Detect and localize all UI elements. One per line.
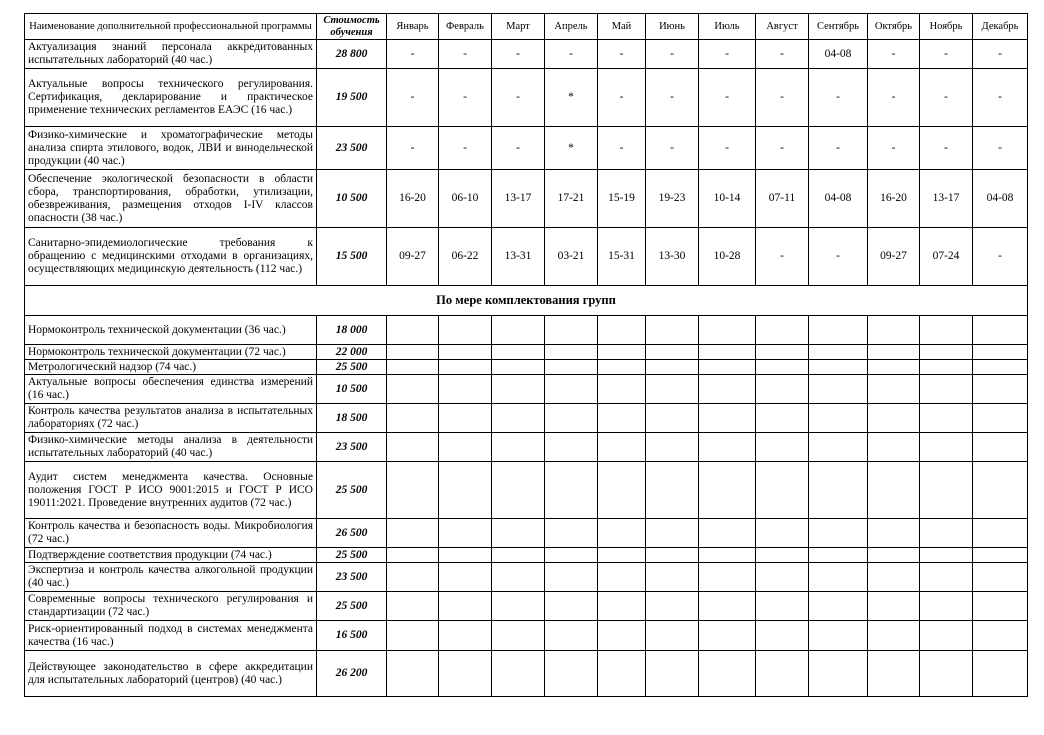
empty-month-cell bbox=[973, 563, 1028, 592]
empty-month-cell bbox=[756, 316, 809, 345]
empty-month-cell bbox=[439, 360, 492, 375]
empty-month-cell bbox=[920, 316, 973, 345]
empty-month-cell bbox=[756, 345, 809, 360]
month-dates-cell: - bbox=[809, 127, 868, 170]
empty-month-cell bbox=[439, 462, 492, 519]
empty-month-cell bbox=[545, 548, 598, 563]
month-dates-cell: 06-10 bbox=[439, 170, 492, 228]
empty-month-cell bbox=[492, 462, 545, 519]
month-dates-cell: - bbox=[545, 40, 598, 69]
table-row bbox=[25, 228, 1028, 286]
empty-month-cell bbox=[973, 462, 1028, 519]
empty-month-cell bbox=[699, 345, 756, 360]
empty-month-cell bbox=[920, 548, 973, 563]
empty-month-cell bbox=[868, 404, 920, 433]
month-dates-cell: - bbox=[868, 127, 920, 170]
empty-month-cell bbox=[868, 519, 920, 548]
month-dates-cell: 04-08 bbox=[809, 40, 868, 69]
empty-month-cell bbox=[809, 433, 868, 462]
empty-month-cell bbox=[868, 462, 920, 519]
empty-month-cell bbox=[492, 563, 545, 592]
month-dates-cell: - bbox=[598, 40, 646, 69]
empty-month-cell bbox=[868, 375, 920, 404]
table-row bbox=[25, 592, 1028, 621]
training-schedule-table bbox=[24, 13, 1028, 697]
month-dates-cell: - bbox=[598, 127, 646, 170]
table-header-row bbox=[25, 14, 1028, 40]
empty-month-cell bbox=[756, 433, 809, 462]
program-price: 23 500 bbox=[317, 433, 387, 462]
empty-month-cell bbox=[756, 404, 809, 433]
empty-month-cell bbox=[756, 375, 809, 404]
empty-month-cell bbox=[868, 316, 920, 345]
month-dates-cell: - bbox=[646, 69, 699, 127]
month-dates-cell: - bbox=[492, 127, 545, 170]
month-dates-cell: - bbox=[387, 69, 439, 127]
month-dates-cell: 09-27 bbox=[387, 228, 439, 286]
empty-month-cell bbox=[439, 433, 492, 462]
empty-month-cell bbox=[809, 404, 868, 433]
empty-month-cell bbox=[439, 592, 492, 621]
empty-month-cell bbox=[598, 563, 646, 592]
empty-month-cell bbox=[920, 519, 973, 548]
empty-month-cell bbox=[868, 651, 920, 697]
empty-month-cell bbox=[809, 592, 868, 621]
program-price: 10 500 bbox=[317, 170, 387, 228]
empty-month-cell bbox=[598, 548, 646, 563]
empty-month-cell bbox=[920, 621, 973, 651]
empty-month-cell bbox=[387, 360, 439, 375]
empty-month-cell bbox=[920, 651, 973, 697]
empty-month-cell bbox=[973, 404, 1028, 433]
month-dates-cell: - bbox=[646, 127, 699, 170]
empty-month-cell bbox=[699, 316, 756, 345]
table-row bbox=[25, 345, 1028, 360]
empty-month-cell bbox=[598, 592, 646, 621]
empty-month-cell bbox=[387, 651, 439, 697]
empty-month-cell bbox=[809, 462, 868, 519]
month-dates-cell: 10-28 bbox=[699, 228, 756, 286]
empty-month-cell bbox=[973, 592, 1028, 621]
month-dates-cell: - bbox=[868, 69, 920, 127]
table-row bbox=[25, 433, 1028, 462]
empty-month-cell bbox=[646, 651, 699, 697]
program-name: Метрологический надзор (74 час.) bbox=[25, 360, 317, 375]
table-row bbox=[25, 316, 1028, 345]
empty-month-cell bbox=[492, 592, 545, 621]
month-dates-cell: - bbox=[756, 40, 809, 69]
month-dates-cell: 04-08 bbox=[973, 170, 1028, 228]
empty-month-cell bbox=[545, 621, 598, 651]
program-price: 23 500 bbox=[317, 563, 387, 592]
empty-month-cell bbox=[756, 519, 809, 548]
empty-month-cell bbox=[598, 404, 646, 433]
month-dates-cell: - bbox=[756, 127, 809, 170]
month-dates-cell: 19-23 bbox=[646, 170, 699, 228]
empty-month-cell bbox=[646, 621, 699, 651]
empty-month-cell bbox=[868, 433, 920, 462]
empty-month-cell bbox=[809, 548, 868, 563]
empty-month-cell bbox=[598, 345, 646, 360]
month-dates-cell: 13-31 bbox=[492, 228, 545, 286]
header-month: Сентябрь bbox=[809, 14, 868, 40]
empty-month-cell bbox=[545, 592, 598, 621]
empty-month-cell bbox=[598, 462, 646, 519]
program-price: 15 500 bbox=[317, 228, 387, 286]
table-body bbox=[25, 40, 1028, 697]
month-dates-cell: - bbox=[756, 228, 809, 286]
program-price: 10 500 bbox=[317, 375, 387, 404]
header-month: Октябрь bbox=[868, 14, 920, 40]
empty-month-cell bbox=[387, 548, 439, 563]
program-price: 22 000 bbox=[317, 345, 387, 360]
empty-month-cell bbox=[492, 433, 545, 462]
empty-month-cell bbox=[920, 462, 973, 519]
header-month: Июнь bbox=[646, 14, 699, 40]
empty-month-cell bbox=[439, 548, 492, 563]
empty-month-cell bbox=[699, 621, 756, 651]
header-program-name: Наименование дополнительной профессиональной программы bbox=[25, 14, 317, 40]
empty-month-cell bbox=[545, 519, 598, 548]
empty-month-cell bbox=[439, 375, 492, 404]
month-dates-cell: 13-17 bbox=[920, 170, 973, 228]
program-name: Актуализация знаний персонала аккредитованных испытательных лабораторий (40 час.) bbox=[25, 40, 317, 69]
empty-month-cell bbox=[646, 404, 699, 433]
table-row bbox=[25, 651, 1028, 697]
table-row bbox=[25, 69, 1028, 127]
empty-month-cell bbox=[809, 519, 868, 548]
table-row bbox=[25, 462, 1028, 519]
table-row bbox=[25, 621, 1028, 651]
program-price: 25 500 bbox=[317, 592, 387, 621]
header-month: Июль bbox=[699, 14, 756, 40]
month-dates-cell: - bbox=[756, 69, 809, 127]
program-name: Современные вопросы технического регулирования и стандартизации (72 час.) bbox=[25, 592, 317, 621]
empty-month-cell bbox=[920, 563, 973, 592]
empty-month-cell bbox=[387, 462, 439, 519]
program-price: 23 500 bbox=[317, 127, 387, 170]
program-price: 18 000 bbox=[317, 316, 387, 345]
program-price: 16 500 bbox=[317, 621, 387, 651]
empty-month-cell bbox=[492, 519, 545, 548]
month-dates-cell: - bbox=[973, 127, 1028, 170]
empty-month-cell bbox=[699, 404, 756, 433]
program-name: Риск-ориентированный подход в системах менеджмента качества (16 час.) bbox=[25, 621, 317, 651]
month-dates-cell: 09-27 bbox=[868, 228, 920, 286]
empty-month-cell bbox=[545, 375, 598, 404]
empty-month-cell bbox=[809, 345, 868, 360]
month-dates-cell: 17-21 bbox=[545, 170, 598, 228]
empty-month-cell bbox=[756, 563, 809, 592]
program-price: 18 500 bbox=[317, 404, 387, 433]
program-name: Экспертиза и контроль качества алкогольной продукции (40 час.) bbox=[25, 563, 317, 592]
table-row bbox=[25, 548, 1028, 563]
program-price: 25 500 bbox=[317, 548, 387, 563]
empty-month-cell bbox=[545, 462, 598, 519]
empty-month-cell bbox=[387, 592, 439, 621]
empty-month-cell bbox=[699, 563, 756, 592]
header-price: Стоимость обучения bbox=[317, 14, 387, 40]
empty-month-cell bbox=[809, 375, 868, 404]
empty-month-cell bbox=[387, 433, 439, 462]
month-dates-cell: 15-19 bbox=[598, 170, 646, 228]
empty-month-cell bbox=[646, 360, 699, 375]
empty-month-cell bbox=[545, 345, 598, 360]
empty-month-cell bbox=[439, 316, 492, 345]
month-dates-cell: 03-21 bbox=[545, 228, 598, 286]
empty-month-cell bbox=[973, 360, 1028, 375]
month-dates-cell: - bbox=[809, 228, 868, 286]
empty-month-cell bbox=[699, 651, 756, 697]
empty-month-cell bbox=[545, 563, 598, 592]
empty-month-cell bbox=[439, 563, 492, 592]
month-dates-cell: - bbox=[439, 127, 492, 170]
month-dates-cell: - bbox=[439, 69, 492, 127]
program-name: Подтверждение соответствия продукции (74 час.) bbox=[25, 548, 317, 563]
header-month: Декабрь bbox=[973, 14, 1028, 40]
section-title: По мере комплектования групп bbox=[25, 286, 1028, 316]
program-name: Нормоконтроль технической документации (36 час.) bbox=[25, 316, 317, 345]
empty-month-cell bbox=[973, 621, 1028, 651]
empty-month-cell bbox=[598, 651, 646, 697]
header-month: Август bbox=[756, 14, 809, 40]
month-dates-cell: 07-11 bbox=[756, 170, 809, 228]
table-row bbox=[25, 360, 1028, 375]
month-dates-cell: * bbox=[545, 69, 598, 127]
empty-month-cell bbox=[646, 345, 699, 360]
empty-month-cell bbox=[598, 375, 646, 404]
month-dates-cell: 06-22 bbox=[439, 228, 492, 286]
month-dates-cell: - bbox=[920, 69, 973, 127]
program-name: Действующее законодательство в сфере аккредитации для испытательных лабораторий (центров) (40 час.) bbox=[25, 651, 317, 697]
empty-month-cell bbox=[868, 548, 920, 563]
empty-month-cell bbox=[439, 519, 492, 548]
empty-month-cell bbox=[699, 462, 756, 519]
empty-month-cell bbox=[646, 563, 699, 592]
empty-month-cell bbox=[387, 519, 439, 548]
empty-month-cell bbox=[439, 651, 492, 697]
empty-month-cell bbox=[387, 563, 439, 592]
month-dates-cell: - bbox=[387, 40, 439, 69]
empty-month-cell bbox=[809, 563, 868, 592]
empty-month-cell bbox=[699, 360, 756, 375]
month-dates-cell: - bbox=[439, 40, 492, 69]
empty-month-cell bbox=[920, 360, 973, 375]
month-dates-cell: - bbox=[646, 40, 699, 69]
month-dates-cell: 13-30 bbox=[646, 228, 699, 286]
empty-month-cell bbox=[387, 404, 439, 433]
empty-month-cell bbox=[699, 592, 756, 621]
empty-month-cell bbox=[809, 621, 868, 651]
empty-month-cell bbox=[646, 433, 699, 462]
program-name: Контроль качества результатов анализа в испытательных лабораториях (72 час.) bbox=[25, 404, 317, 433]
table-row bbox=[25, 563, 1028, 592]
empty-month-cell bbox=[868, 345, 920, 360]
month-dates-cell: - bbox=[699, 69, 756, 127]
month-dates-cell: - bbox=[973, 228, 1028, 286]
empty-month-cell bbox=[973, 375, 1028, 404]
empty-month-cell bbox=[598, 621, 646, 651]
program-name: Аудит систем менеджмента качества. Основные положения ГОСТ Р ИСО 9001:2015 и ГОСТ Р ИСО 19011:2021. Проведение внутренних аудитов (72 час.) bbox=[25, 462, 317, 519]
month-dates-cell: - bbox=[973, 40, 1028, 69]
empty-month-cell bbox=[973, 433, 1028, 462]
empty-month-cell bbox=[973, 548, 1028, 563]
program-price: 19 500 bbox=[317, 69, 387, 127]
program-name: Физико-химические и хроматографические методы анализа спирта этилового, водок, ЛВИ и винодельческой продукции (40 час.) bbox=[25, 127, 317, 170]
empty-month-cell bbox=[973, 345, 1028, 360]
empty-month-cell bbox=[598, 316, 646, 345]
empty-month-cell bbox=[545, 360, 598, 375]
month-dates-cell: - bbox=[920, 127, 973, 170]
empty-month-cell bbox=[646, 548, 699, 563]
empty-month-cell bbox=[756, 621, 809, 651]
empty-month-cell bbox=[699, 548, 756, 563]
month-dates-cell: 16-20 bbox=[387, 170, 439, 228]
header-month: Апрель bbox=[545, 14, 598, 40]
empty-month-cell bbox=[598, 519, 646, 548]
empty-month-cell bbox=[598, 433, 646, 462]
empty-month-cell bbox=[868, 592, 920, 621]
empty-month-cell bbox=[492, 548, 545, 563]
month-dates-cell: 13-17 bbox=[492, 170, 545, 228]
month-dates-cell: - bbox=[699, 127, 756, 170]
section-row bbox=[25, 286, 1028, 316]
empty-month-cell bbox=[598, 360, 646, 375]
header-month: Март bbox=[492, 14, 545, 40]
program-price: 28 800 bbox=[317, 40, 387, 69]
empty-month-cell bbox=[756, 462, 809, 519]
empty-month-cell bbox=[545, 404, 598, 433]
program-name: Обеспечение экологической безопасности в области сбора, транспортирования, обработки, утилизации, обезвреживания, размещения отходов I-IV классов опасности (38 час.) bbox=[25, 170, 317, 228]
empty-month-cell bbox=[492, 651, 545, 697]
empty-month-cell bbox=[492, 345, 545, 360]
program-name: Контроль качества и безопасность воды. Микробиология (72 час.) bbox=[25, 519, 317, 548]
empty-month-cell bbox=[492, 404, 545, 433]
month-dates-cell: 07-24 bbox=[920, 228, 973, 286]
table-row bbox=[25, 170, 1028, 228]
empty-month-cell bbox=[868, 563, 920, 592]
program-name: Нормоконтроль технической документации (72 час.) bbox=[25, 345, 317, 360]
month-dates-cell: - bbox=[598, 69, 646, 127]
empty-month-cell bbox=[809, 360, 868, 375]
header-month: Ноябрь bbox=[920, 14, 973, 40]
program-price: 26 200 bbox=[317, 651, 387, 697]
month-dates-cell: 16-20 bbox=[868, 170, 920, 228]
empty-month-cell bbox=[646, 316, 699, 345]
empty-month-cell bbox=[646, 462, 699, 519]
empty-month-cell bbox=[387, 316, 439, 345]
empty-month-cell bbox=[387, 375, 439, 404]
empty-month-cell bbox=[973, 519, 1028, 548]
table-row bbox=[25, 375, 1028, 404]
empty-month-cell bbox=[439, 345, 492, 360]
table-row bbox=[25, 519, 1028, 548]
empty-month-cell bbox=[492, 375, 545, 404]
empty-month-cell bbox=[699, 433, 756, 462]
table-row bbox=[25, 40, 1028, 69]
empty-month-cell bbox=[646, 519, 699, 548]
header-month: Февраль bbox=[439, 14, 492, 40]
empty-month-cell bbox=[699, 375, 756, 404]
table-row bbox=[25, 127, 1028, 170]
month-dates-cell: 04-08 bbox=[809, 170, 868, 228]
empty-month-cell bbox=[439, 621, 492, 651]
empty-month-cell bbox=[756, 592, 809, 621]
empty-month-cell bbox=[920, 592, 973, 621]
program-price: 25 500 bbox=[317, 462, 387, 519]
header-month: Январь bbox=[387, 14, 439, 40]
empty-month-cell bbox=[809, 316, 868, 345]
month-dates-cell: 10-14 bbox=[699, 170, 756, 228]
empty-month-cell bbox=[868, 360, 920, 375]
table-row bbox=[25, 404, 1028, 433]
month-dates-cell: - bbox=[868, 40, 920, 69]
empty-month-cell bbox=[920, 375, 973, 404]
month-dates-cell: - bbox=[699, 40, 756, 69]
month-dates-cell: 15-31 bbox=[598, 228, 646, 286]
empty-month-cell bbox=[756, 651, 809, 697]
program-price: 26 500 bbox=[317, 519, 387, 548]
program-name: Физико-химические методы анализа в деятельности испытательных лабораторий (40 час.) bbox=[25, 433, 317, 462]
empty-month-cell bbox=[545, 651, 598, 697]
empty-month-cell bbox=[920, 433, 973, 462]
empty-month-cell bbox=[756, 360, 809, 375]
empty-month-cell bbox=[920, 345, 973, 360]
empty-month-cell bbox=[868, 621, 920, 651]
month-dates-cell: - bbox=[492, 40, 545, 69]
empty-month-cell bbox=[646, 592, 699, 621]
month-dates-cell: - bbox=[973, 69, 1028, 127]
empty-month-cell bbox=[387, 345, 439, 360]
month-dates-cell: - bbox=[492, 69, 545, 127]
empty-month-cell bbox=[920, 404, 973, 433]
program-price: 25 500 bbox=[317, 360, 387, 375]
month-dates-cell: - bbox=[809, 69, 868, 127]
header-month: Май bbox=[598, 14, 646, 40]
empty-month-cell bbox=[646, 375, 699, 404]
month-dates-cell: - bbox=[387, 127, 439, 170]
empty-month-cell bbox=[387, 621, 439, 651]
month-dates-cell: - bbox=[920, 40, 973, 69]
empty-month-cell bbox=[545, 433, 598, 462]
empty-month-cell bbox=[973, 651, 1028, 697]
empty-month-cell bbox=[973, 316, 1028, 345]
program-name: Актуальные вопросы технического регулирования. Сертификация, декларирование и практическое применение технических регламентов ЕАЭС (16 час.) bbox=[25, 69, 317, 127]
program-name: Санитарно-эпидемиологические требования к обращению с медицинскими отходами в организациях, осуществляющих медицинскую деятельность (112 час.) bbox=[25, 228, 317, 286]
empty-month-cell bbox=[492, 316, 545, 345]
empty-month-cell bbox=[756, 548, 809, 563]
empty-month-cell bbox=[699, 519, 756, 548]
empty-month-cell bbox=[492, 360, 545, 375]
empty-month-cell bbox=[545, 316, 598, 345]
program-name: Актуальные вопросы обеспечения единства измерений (16 час.) bbox=[25, 375, 317, 404]
month-dates-cell: * bbox=[545, 127, 598, 170]
empty-month-cell bbox=[809, 651, 868, 697]
empty-month-cell bbox=[492, 621, 545, 651]
empty-month-cell bbox=[439, 404, 492, 433]
